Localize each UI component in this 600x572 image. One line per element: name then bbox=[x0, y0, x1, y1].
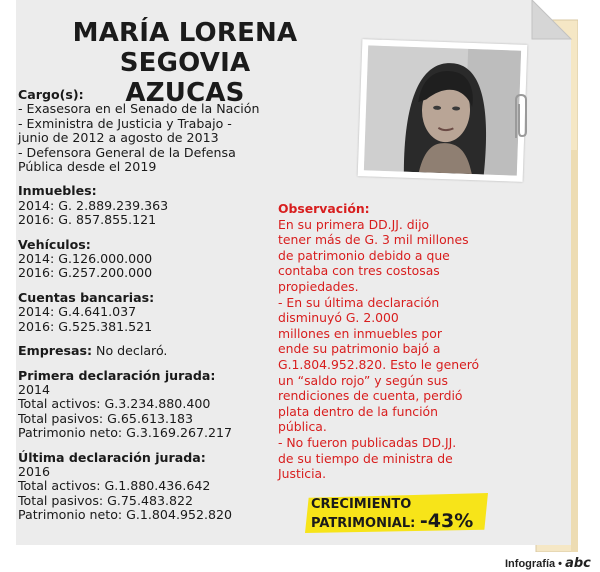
growth-badge bbox=[305, 493, 488, 533]
growth-label-2: PATRIMONIAL: bbox=[311, 516, 416, 531]
declaration-details bbox=[18, 88, 288, 533]
name-line-1: MARÍA LORENA bbox=[72, 18, 298, 48]
cuentas-header: Cuentas bancarias: bbox=[18, 289, 155, 305]
portrait-illustration bbox=[364, 45, 521, 175]
observation-line: un “saldo rojo” y según sus bbox=[278, 372, 448, 388]
primera-line: Total activos: G.3.234.880.400 bbox=[18, 396, 211, 412]
cargos-line: junio de 2012 a agosto de 2013 bbox=[18, 130, 219, 146]
empresas-header: Empresas: bbox=[18, 343, 93, 359]
abc-logo: abc bbox=[565, 556, 591, 571]
ultima-line: Total activos: G.1.880.436.642 bbox=[18, 478, 211, 494]
section-cargos bbox=[18, 88, 288, 174]
cargos-line: Pública desde el 2019 bbox=[18, 159, 157, 175]
observation-line: contaba con tres costosas bbox=[278, 263, 440, 279]
vehiculos-line: 2016: G.257.200.000 bbox=[18, 265, 153, 281]
observation-line: tener más de G. 3 mil millones bbox=[278, 232, 469, 248]
section-empresas bbox=[18, 344, 288, 358]
growth-label-1: CRECIMIENTO bbox=[311, 497, 412, 512]
primera-line: 2014 bbox=[18, 381, 51, 397]
growth-percent: -43% bbox=[419, 510, 474, 532]
empresas-value: No declaró. bbox=[92, 343, 168, 359]
section-ultima-declaracion bbox=[18, 451, 288, 523]
name-line-2: SEGOVIA AZUCAS bbox=[119, 48, 251, 108]
observation-line: de patrimonio debido a que bbox=[278, 247, 450, 263]
observation-line: disminuyó G. 2.000 bbox=[278, 310, 399, 326]
portrait-photo bbox=[358, 39, 528, 182]
cuentas-line: 2014: G.4.641.037 bbox=[18, 304, 137, 320]
primera-line: Patrimonio neto: G.3.169.267.217 bbox=[18, 425, 233, 441]
observation-line: ende su patrimonio bajó a bbox=[278, 341, 441, 357]
observation-line: - No fueron publicadas DD.JJ. bbox=[278, 434, 457, 450]
observation-header: Observación: bbox=[278, 201, 370, 216]
section-cuentas bbox=[18, 291, 288, 334]
observation-line: de su tiempo de ministra de bbox=[278, 450, 453, 466]
cargos-line: - Exministra de Justicia y Trabajo - bbox=[18, 115, 232, 131]
section-primera-declaracion bbox=[18, 369, 288, 441]
primera-line: Total pasivos: G.65.613.183 bbox=[18, 410, 194, 426]
observation-line: propiedades. bbox=[278, 278, 359, 294]
vehiculos-line: 2014: G.126.000.000 bbox=[18, 251, 153, 267]
cargos-header: Cargo(s): bbox=[18, 87, 84, 102]
ultima-line: Total pasivos: G.75.483.822 bbox=[18, 492, 194, 508]
observation-line: rendiciones de cuenta, perdió bbox=[278, 388, 463, 404]
cargos-line: - Defensora General de la Defensa bbox=[18, 144, 236, 160]
observation-line: Justicia. bbox=[278, 466, 327, 482]
observation-block bbox=[278, 201, 483, 482]
paper-clip-icon bbox=[510, 92, 532, 142]
growth-text bbox=[311, 497, 473, 532]
cuentas-line: 2016: G.525.381.521 bbox=[18, 318, 153, 334]
vehiculos-header: Vehículos: bbox=[18, 236, 91, 252]
observation-line: G.1.804.952.820. Esto le generó bbox=[278, 356, 480, 372]
section-inmuebles bbox=[18, 184, 288, 227]
ultima-header: Última declaración jurada: bbox=[18, 449, 206, 465]
observation-line: millones en inmuebles por bbox=[278, 325, 442, 341]
inmuebles-header: Inmuebles: bbox=[18, 183, 97, 199]
observation-line: plata dentro de la función bbox=[278, 403, 438, 419]
section-vehiculos bbox=[18, 238, 288, 281]
observation-line: - En su última declaración bbox=[278, 294, 440, 310]
cargos-line: - Exasesora en el Senado de la Nación bbox=[18, 101, 260, 117]
inmuebles-line: 2014: G. 2.889.239.363 bbox=[18, 197, 169, 213]
credit-footer bbox=[505, 556, 591, 571]
inmuebles-line: 2016: G. 857.855.121 bbox=[18, 212, 157, 228]
observation-line: pública. bbox=[278, 419, 327, 435]
ultima-line: Patrimonio neto: G.1.804.952.820 bbox=[18, 507, 233, 523]
primera-header: Primera declaración jurada: bbox=[18, 367, 216, 383]
credit-text: Infografía • bbox=[505, 558, 563, 570]
ultima-line: 2016 bbox=[18, 463, 51, 479]
observation-line: En su primera DD.JJ. dijo bbox=[278, 216, 430, 232]
